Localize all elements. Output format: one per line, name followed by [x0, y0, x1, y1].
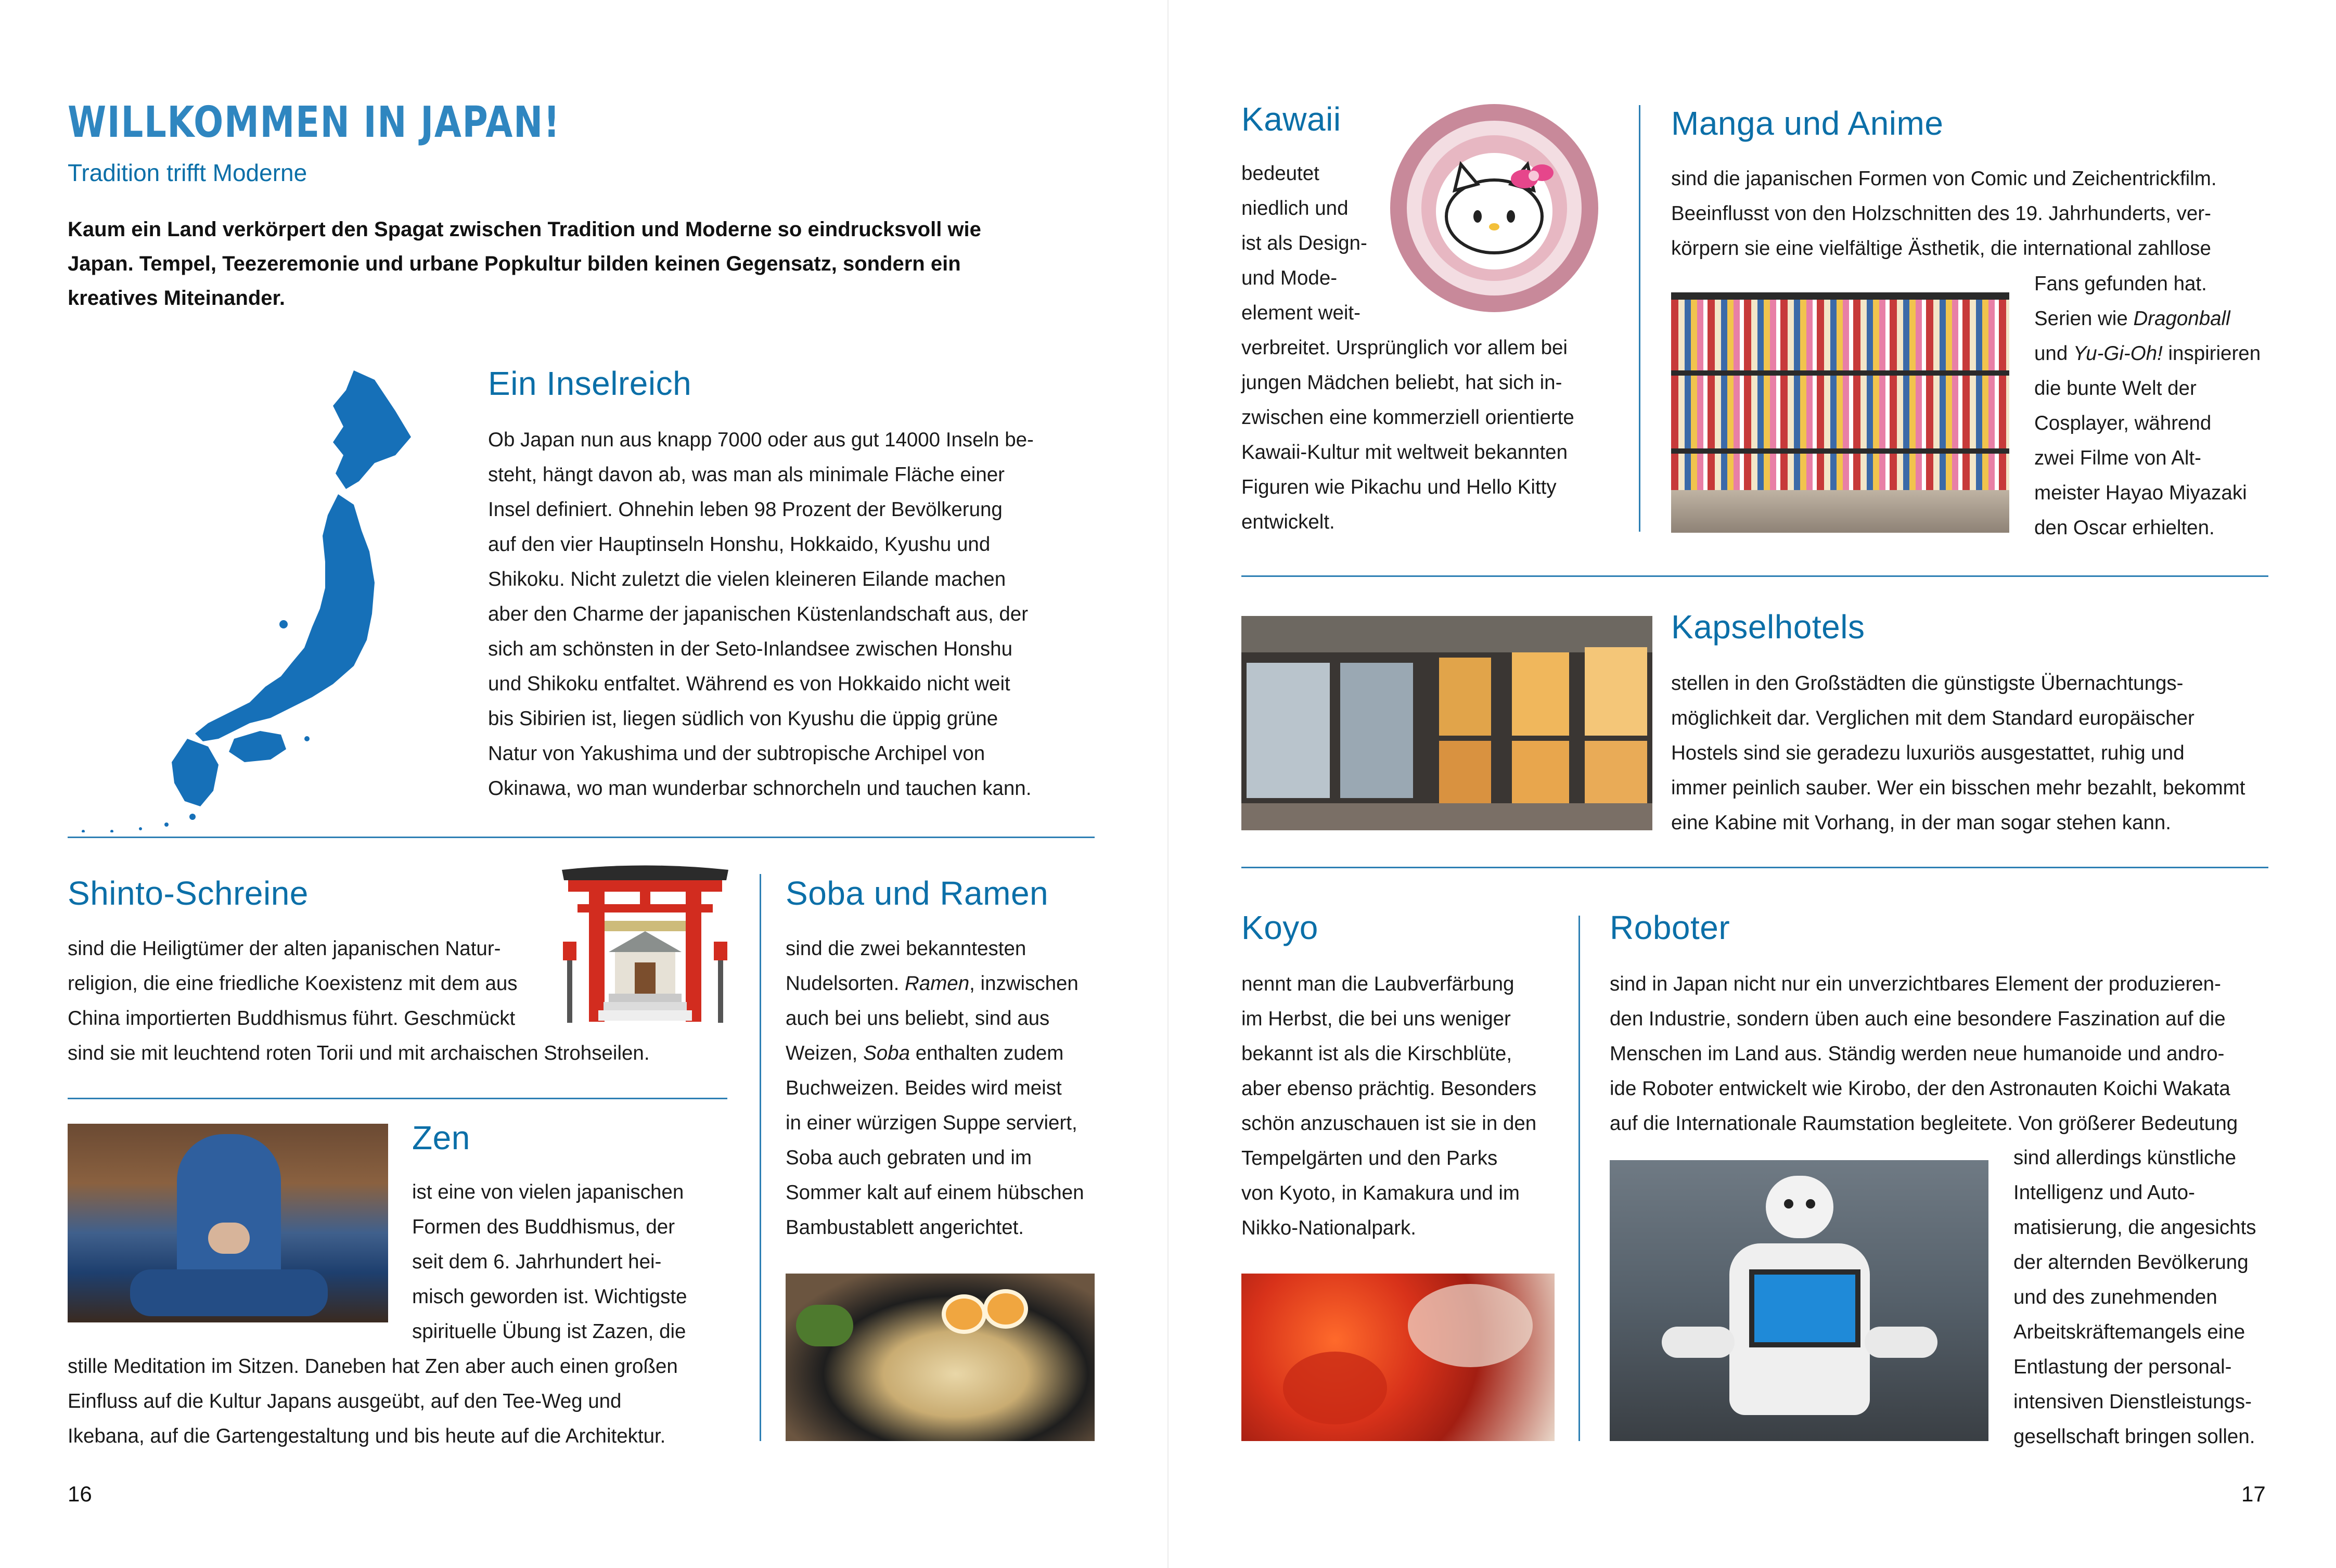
text-line: element weit-: [1241, 302, 1360, 324]
text-line: religion, die eine friedliche Koexistenz mit dem aus: [68, 972, 518, 995]
text-line: auf den vier Hauptinseln Honshu, Hokkaido, Kyushu und: [488, 533, 991, 556]
text-line: eine Kabine mit Vorhang, in der man sogar stehen kann.: [1671, 812, 2171, 834]
body-manga-top: [1671, 161, 2285, 266]
text-line: stellen in den Großstädten die günstigste Übernachtungs-: [1671, 672, 2184, 695]
hello-kitty-badge: [1388, 102, 1600, 314]
text-line: sind die Heiligtümer der alten japanischen Natur-: [68, 937, 501, 960]
text-line: Fans gefunden hat.: [2034, 273, 2207, 295]
text-line: in einer würzigen Suppe serviert,: [786, 1112, 1077, 1134]
intro-line: kreatives Miteinander.: [68, 287, 285, 310]
text-line: Intelligenz und Auto-: [2013, 1181, 2195, 1204]
page-gutter: [1167, 0, 1169, 1568]
page-number-left: 16: [68, 1482, 92, 1506]
text-line: China importierten Buddhismus führt. Geschmückt: [68, 1007, 516, 1030]
ramen-bowl-photo: [786, 1274, 1095, 1441]
text-line: Natur von Yakushima und der subtropische Archipel von: [488, 742, 985, 765]
text-line: Weizen, Soba enthalten zudem: [786, 1042, 1064, 1064]
text-line: auch bei uns beliebt, sind aus: [786, 1007, 1050, 1030]
text-line: entwickelt.: [1241, 511, 1335, 533]
text-line: bekannt ist als die Kirschblüte,: [1241, 1043, 1512, 1065]
text-line: Entlastung der personal-: [2013, 1356, 2232, 1378]
text-line: und Mode-: [1241, 267, 1338, 289]
section-rule: [68, 1098, 727, 1099]
heading-kapselhotels: Kapselhotels: [1671, 608, 1865, 646]
body-inselreich: [488, 422, 1112, 806]
text-line: Ikebana, auf die Gartengestaltung und bis heute auf die Architektur.: [68, 1425, 666, 1447]
body-zen-full: [68, 1349, 744, 1454]
page-subtitle: Tradition trifft Moderne: [68, 159, 307, 186]
text-line: sind die japanischen Formen von Comic und Zeichentrickfilm.: [1671, 168, 2217, 190]
text-line: ist eine von vielen japanischen: [412, 1181, 684, 1203]
page-kicker: WILLKOMMEN IN JAPAN!: [68, 98, 561, 147]
text-line: Shikoku. Nicht zuletzt die vielen kleineren Eilande machen: [488, 568, 1006, 590]
text-line: von Kyoto, in Kamakura und im: [1241, 1182, 1520, 1204]
body-kawaii-side: [1241, 156, 1387, 330]
text-line: Serien wie Dragonball: [2034, 307, 2230, 330]
text-line: Okinawa, wo man wunderbar schnorcheln und tauchen kann.: [488, 777, 1032, 800]
text-line: ide Roboter entwickelt wie Kirobo, der den Astronauten Koichi Wakata: [1610, 1077, 2230, 1100]
text-line: Soba auch gebraten und im: [786, 1147, 1032, 1169]
text-line: sind in Japan nicht nur ein unverzichtbares Element der produzieren-: [1610, 973, 2221, 995]
text-line: Insel definiert. Ohnehin leben 98 Prozent der Bevölkerung: [488, 498, 1003, 521]
text-line: spirituelle Übung ist Zazen, die: [412, 1320, 686, 1343]
text-line: der alternden Bevölkerung: [2013, 1251, 2249, 1274]
body-koyo: [1241, 967, 1595, 1245]
text-line: bis Sibirien ist, liegen südlich von Kyushu die üppig grüne: [488, 708, 998, 730]
text-line: Nikko-Nationalpark.: [1241, 1217, 1416, 1239]
pepper-robot-photo: [1610, 1160, 1988, 1441]
text-line: schön anzuschauen ist sie in den: [1241, 1112, 1537, 1135]
text-line: auf die Internationale Raumstation begleitete. Von größerer Bedeutung: [1610, 1112, 2238, 1135]
text-line: Arbeitskräftemangels eine: [2013, 1321, 2245, 1343]
text-line: Kawaii-Kultur mit weltweit bekannten: [1241, 441, 1568, 464]
text-line: matisierung, die angesichts: [2013, 1216, 2256, 1239]
heading-soba: Soba und Ramen: [786, 875, 1049, 912]
text-line: seit dem 6. Jahrhundert hei-: [412, 1251, 662, 1273]
text-line: Figuren wie Pikachu und Hello Kitty: [1241, 476, 1557, 498]
text-line: verbreitet. Ursprünglich vor allem bei: [1241, 337, 1568, 359]
text-line: Menschen im Land aus. Ständig werden neue humanoide und andro-: [1610, 1043, 2225, 1065]
text-line: zwischen eine kommerziell orientierte: [1241, 406, 1574, 429]
text-line: Sommer kalt auf einem hübschen: [786, 1181, 1084, 1204]
heading-roboter: Roboter: [1610, 909, 1730, 946]
text-line: Nudelsorten. Ramen, inzwischen: [786, 972, 1079, 995]
japan-map: [62, 364, 416, 832]
body-manga-side: [2034, 266, 2294, 545]
text-line: Buchweizen. Beides wird meist: [786, 1077, 1062, 1099]
text-line: sind sie mit leuchtend roten Torii und mit archaischen Strohseilen.: [68, 1042, 650, 1064]
column-rule: [1639, 105, 1640, 532]
text-line: und Shikoku entfaltet. Während es von Hokkaido nicht weit: [488, 673, 1010, 695]
text-line: und Yu-Gi-Oh! inspirieren: [2034, 342, 2261, 365]
heading-koyo: Koyo: [1241, 909, 1318, 946]
heading-inselreich: Ein Inselreich: [488, 365, 692, 402]
body-kawaii-full: [1241, 330, 1626, 539]
text-line: aber ebenso prächtig. Besonders: [1241, 1077, 1537, 1100]
text-line: und des zunehmenden: [2013, 1286, 2217, 1308]
heading-shinto: Shinto-Schreine: [68, 875, 309, 912]
text-line: sind die zwei bekanntesten: [786, 937, 1026, 960]
text-line: gesellschaft bringen sollen.: [2013, 1425, 2255, 1448]
text-line: den Oscar erhielten.: [2034, 517, 2215, 539]
text-line: zwei Filme von Alt-: [2034, 447, 2201, 469]
column-rule: [1578, 916, 1580, 1441]
text-line: die bunte Welt der: [2034, 377, 2197, 400]
text-line: nennt man die Laubverfärbung: [1241, 973, 1514, 995]
body-roboter-side: [2013, 1140, 2294, 1454]
text-line: jungen Mädchen beliebt, hat sich in-: [1241, 371, 1562, 394]
text-line: möglichkeit dar. Verglichen mit dem Standard europäischer: [1671, 707, 2194, 729]
text-line: aber den Charme der japanischen Küstenlandschaft aus, der: [488, 603, 1029, 625]
text-line: steht, hängt davon ab, was man als minimale Fläche einer: [488, 464, 1005, 486]
text-line: im Herbst, die bei uns weniger: [1241, 1008, 1511, 1030]
text-line: Beeinflusst von den Holzschnitten des 19. Jahrhunderts, ver-: [1671, 202, 2211, 225]
torii-gate-illustration: [557, 864, 734, 1025]
text-line: immer peinlich sauber. Wer ein bisschen mehr bezahlt, bekommt: [1671, 777, 2245, 799]
text-line: niedlich und: [1241, 197, 1349, 220]
text-line: misch geworden ist. Wichtigste: [412, 1286, 687, 1308]
text-line: Hostels sind sie geradezu luxuriös ausgestattet, ruhig und: [1671, 742, 2185, 764]
body-kapselhotels: [1671, 666, 2306, 840]
text-line: intensiven Dienstleistungs-: [2013, 1391, 2252, 1413]
section-rule: [1241, 867, 2268, 868]
intro-line: Kaum ein Land verkörpert den Spagat zwischen Tradition und Moderne so eindrucksvoll wie: [68, 218, 981, 241]
text-line: Bambustablett angerichtet.: [786, 1216, 1024, 1239]
column-rule: [760, 874, 761, 1441]
body-roboter-top: [1610, 967, 2286, 1141]
heading-manga: Manga und Anime: [1671, 105, 1944, 142]
body-soba: [786, 931, 1119, 1245]
section-rule: [68, 837, 1095, 838]
manga-store-photo: [1671, 292, 2009, 533]
text-line: Formen des Buddhismus, der: [412, 1216, 675, 1238]
text-line: Tempelgärten und den Parks: [1241, 1147, 1498, 1169]
text-line: den Industrie, sondern üben auch eine besondere Faszination auf die: [1610, 1008, 2226, 1030]
section-rule: [1241, 575, 2268, 577]
autumn-leaves-photo: [1241, 1274, 1555, 1441]
zen-meditation-photo: [68, 1124, 388, 1322]
text-line: ist als Design-: [1241, 232, 1367, 254]
intro-paragraph: [68, 212, 1056, 315]
text-line: sich am schönsten in der Seto-Inlandsee zwischen Honshu: [488, 638, 1012, 660]
text-line: körpern sie eine vielfältige Ästhetik, die international zahllose: [1671, 237, 2211, 260]
intro-line: Japan. Tempel, Teezeremonie und urbane Popkultur bilden keinen Gegensatz, sondern ein: [68, 252, 961, 275]
text-line: Einfluss auf die Kultur Japans ausgeübt, auf den Tee-Weg und: [68, 1390, 622, 1412]
page-number-right: 17: [2241, 1482, 2266, 1506]
heading-kawaii: Kawaii: [1241, 100, 1341, 138]
text-line: meister Hayao Miyazaki: [2034, 482, 2247, 504]
body-zen-side: [412, 1175, 724, 1349]
text-line: bedeutet: [1241, 162, 1319, 185]
capsule-hotel-photo: [1241, 616, 1652, 830]
heading-zen: Zen: [412, 1119, 470, 1156]
text-line: Cosplayer, während: [2034, 412, 2212, 434]
text-line: stille Meditation im Sitzen. Daneben hat Zen aber auch einen großen: [68, 1355, 678, 1378]
text-line: Ob Japan nun aus knapp 7000 oder aus gut 14000 Inseln be-: [488, 429, 1034, 451]
text-line: sind allerdings künstliche: [2013, 1147, 2237, 1169]
